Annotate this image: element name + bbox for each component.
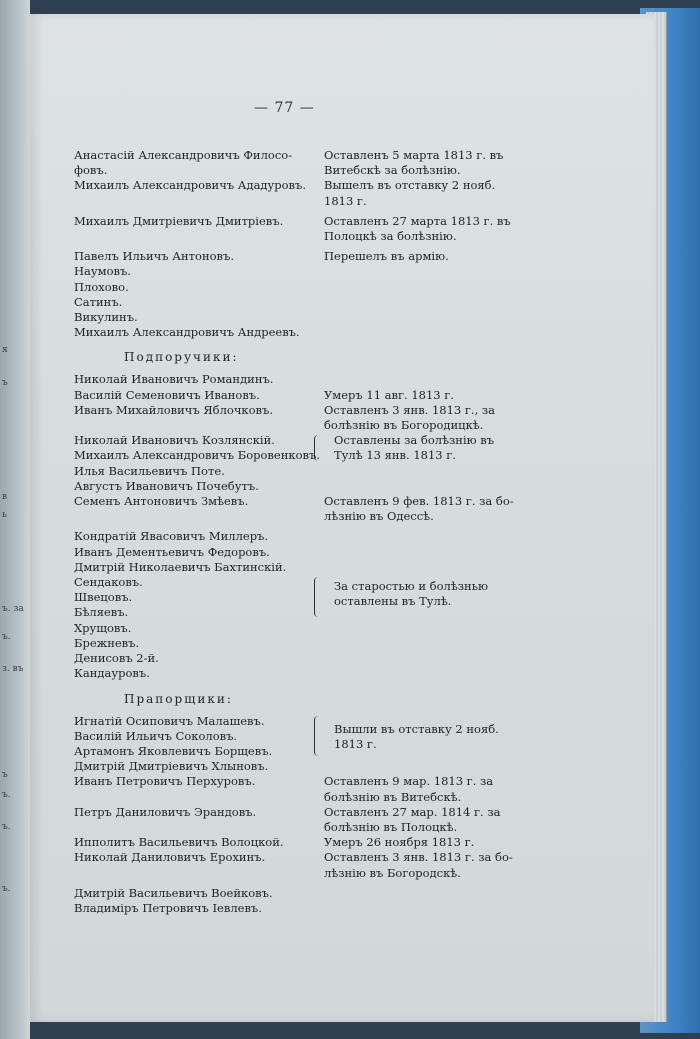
person-name: Хрущовъ.	[74, 620, 132, 635]
person-note	[320, 621, 536, 636]
left-page-edge	[0, 0, 30, 1039]
person-name: Дмитрій Васильевичъ Воейковъ.	[74, 885, 273, 900]
person-name: Наумовъ.	[74, 264, 131, 279]
group-note: Вышли въ отставку 2 нояб. 1813 г.	[334, 721, 499, 751]
left-page-fragment: ъ	[2, 378, 8, 388]
person-note	[320, 479, 536, 494]
person-name: Игнатій Осиповичъ Малашевъ.	[74, 713, 265, 728]
person-name: Сендаковъ.	[74, 575, 143, 590]
grouped-entry	[74, 714, 594, 760]
list-item	[74, 886, 594, 901]
list-item	[74, 901, 594, 916]
person-name: Василій Ильичъ Соколовъ.	[74, 728, 238, 743]
left-page-fragment: ъ.	[2, 790, 11, 800]
person-note	[320, 545, 536, 560]
person-note: Оставленъ 27 мар. 1814 г. за болѣзнію въ Полоцкѣ.	[324, 804, 501, 834]
person-note: Умеръ 11 авг. 1813 г.	[324, 387, 454, 402]
list-item	[74, 464, 594, 479]
grouped-entry	[74, 433, 594, 463]
person-name: Владиміръ Петровичъ Іевлевъ.	[74, 900, 262, 915]
person-note: Оставленъ 3 янв. 1813 г. за бо- лѣзнію въ Богородскѣ.	[324, 850, 513, 880]
person-name: Анастасій Александровичъ Филосо- фовъ.	[74, 148, 293, 178]
list-item	[74, 636, 594, 651]
person-name: Иванъ Петровичъ Перхуровъ.	[74, 774, 256, 789]
list-item	[74, 850, 594, 880]
person-name: Михаилъ Дмитріевичъ Дмитріевъ.	[74, 213, 284, 228]
person-note	[320, 280, 536, 295]
person-name: Плохово.	[74, 279, 129, 294]
person-name: Михаилъ Александровичъ Андреевъ.	[74, 325, 300, 340]
grouped-entry	[74, 575, 594, 621]
list-item	[74, 280, 594, 295]
list-item	[74, 214, 594, 244]
left-page-fragment: ь	[2, 510, 7, 520]
section-heading-podporuchiki: Подпоручики:	[124, 350, 239, 365]
person-note	[320, 372, 536, 387]
left-page-fragment: в	[2, 492, 8, 502]
person-name: Августъ Ивановичъ Почебутъ.	[74, 478, 259, 493]
person-name: Михаилъ Александровичъ Ададуровъ.	[74, 178, 306, 193]
list-item	[74, 264, 594, 279]
list-item	[74, 529, 594, 544]
person-note	[320, 264, 536, 279]
list-item	[74, 651, 594, 666]
person-name: Петръ Даниловичъ Эрандовъ.	[74, 804, 257, 819]
person-name: Сатинъ.	[74, 294, 123, 309]
person-name: Семенъ Антоновичъ Змѣевъ.	[74, 494, 249, 509]
person-name: Брежневъ.	[74, 635, 140, 650]
person-name: Илья Васильевичъ Поте.	[74, 463, 225, 478]
group-note: Оставлены за болѣзнію въ Тулѣ 13 янв. 1813 г.	[334, 433, 495, 463]
person-name: Викулинъ.	[74, 310, 138, 325]
person-note: Перешелъ въ армію.	[324, 249, 449, 264]
person-note	[320, 666, 536, 681]
person-name: Михаилъ Александровичъ Боровенковъ.	[74, 448, 320, 463]
list-item	[74, 774, 594, 804]
person-note	[320, 529, 536, 544]
left-page-fragment: я	[2, 345, 8, 355]
left-page-fragment: з. въ	[2, 664, 24, 674]
person-note: Оставленъ 3 янв. 1813 г., за болѣзнію въ Богородицкѣ.	[324, 402, 496, 433]
person-name: Николай Даниловичъ Ерохинъ.	[74, 850, 266, 865]
list-item	[74, 545, 594, 560]
list-item	[74, 310, 594, 325]
person-note: Оставленъ 5 марта 1813 г. въ Витебскѣ за болѣзнію.	[324, 148, 504, 178]
list-item	[74, 295, 594, 310]
person-note	[320, 759, 536, 774]
person-note: Оставленъ 9 мар. 1813 г. за болѣзнію въ Витебскѣ.	[324, 774, 494, 804]
list-item	[74, 759, 594, 774]
person-note: Оставленъ 9 фев. 1813 г. за бо- лѣзнію въ Одессѣ.	[324, 494, 514, 524]
list-item	[74, 621, 594, 636]
person-name: Василій Семеновичъ Ивановъ.	[74, 387, 260, 402]
person-name: Дмитрій Дмитріевичъ Хлыновъ.	[74, 759, 269, 774]
person-note	[320, 651, 536, 666]
left-page-fragment: ъ.	[2, 632, 11, 642]
list-item	[74, 494, 594, 524]
list-item	[74, 249, 594, 264]
person-note	[320, 295, 536, 310]
person-name: Дмитрій Николаевичъ Бахтинскій.	[74, 559, 287, 574]
person-name: Иванъ Михайловичъ Яблочковъ.	[74, 402, 273, 417]
list-item	[74, 372, 594, 387]
list-item	[74, 178, 594, 208]
list-item	[74, 560, 594, 575]
left-page-fragment: ъ. за	[2, 604, 24, 614]
list-item	[74, 403, 594, 433]
person-name: Денисовъ 2-й.	[74, 651, 159, 666]
person-name: Швецовъ.	[74, 590, 133, 605]
list-item	[74, 325, 594, 340]
person-note	[320, 636, 536, 651]
group-note: За старостью и болѣзнью оставлены въ Тулѣ.	[334, 579, 488, 609]
page-number: — 77 —	[254, 100, 315, 116]
list-item	[74, 835, 594, 850]
person-note	[320, 464, 536, 479]
left-page-fragment: ъ.	[2, 884, 11, 894]
person-note: Вышелъ въ отставку 2 нояб. 1813 г.	[324, 178, 496, 208]
list-item	[74, 148, 594, 178]
person-name: Павелъ Ильичъ Антоновъ.	[74, 249, 234, 264]
person-note: Умеръ 26 ноября 1813 г.	[324, 835, 475, 850]
person-note	[320, 901, 536, 916]
person-name: Ипполитъ Васильевичъ Волоцкой.	[74, 835, 284, 850]
person-name: Бѣляевъ.	[74, 605, 129, 620]
person-name: Артамонъ Яковлевичъ Борщевъ.	[74, 743, 273, 758]
person-note: Оставленъ 27 марта 1813 г. въ Полоцкѣ за болѣзнію.	[324, 213, 511, 244]
left-page-fragment: ъ.	[2, 822, 11, 832]
person-name: Иванъ Дементьевичъ Федоровъ.	[74, 544, 270, 559]
list-item	[74, 666, 594, 681]
list-item	[74, 479, 594, 494]
person-note	[320, 310, 536, 325]
left-page-fragment: ъ	[2, 770, 8, 780]
person-name: Кондратій Явасовичъ Миллеръ.	[74, 529, 269, 544]
person-note	[320, 325, 536, 340]
book-page	[30, 14, 654, 1022]
person-name: Николай Ивановичъ Козлянскій.	[74, 433, 275, 448]
section-heading-praporshchiki: Прапорщики:	[124, 691, 233, 706]
person-name: Кандауровъ.	[74, 666, 150, 681]
person-note	[320, 560, 536, 575]
list-item	[74, 805, 594, 835]
entries-list	[74, 148, 594, 916]
person-name: Николай Ивановичъ Романдинъ.	[74, 372, 274, 387]
list-item	[74, 388, 594, 403]
person-note	[320, 886, 536, 901]
